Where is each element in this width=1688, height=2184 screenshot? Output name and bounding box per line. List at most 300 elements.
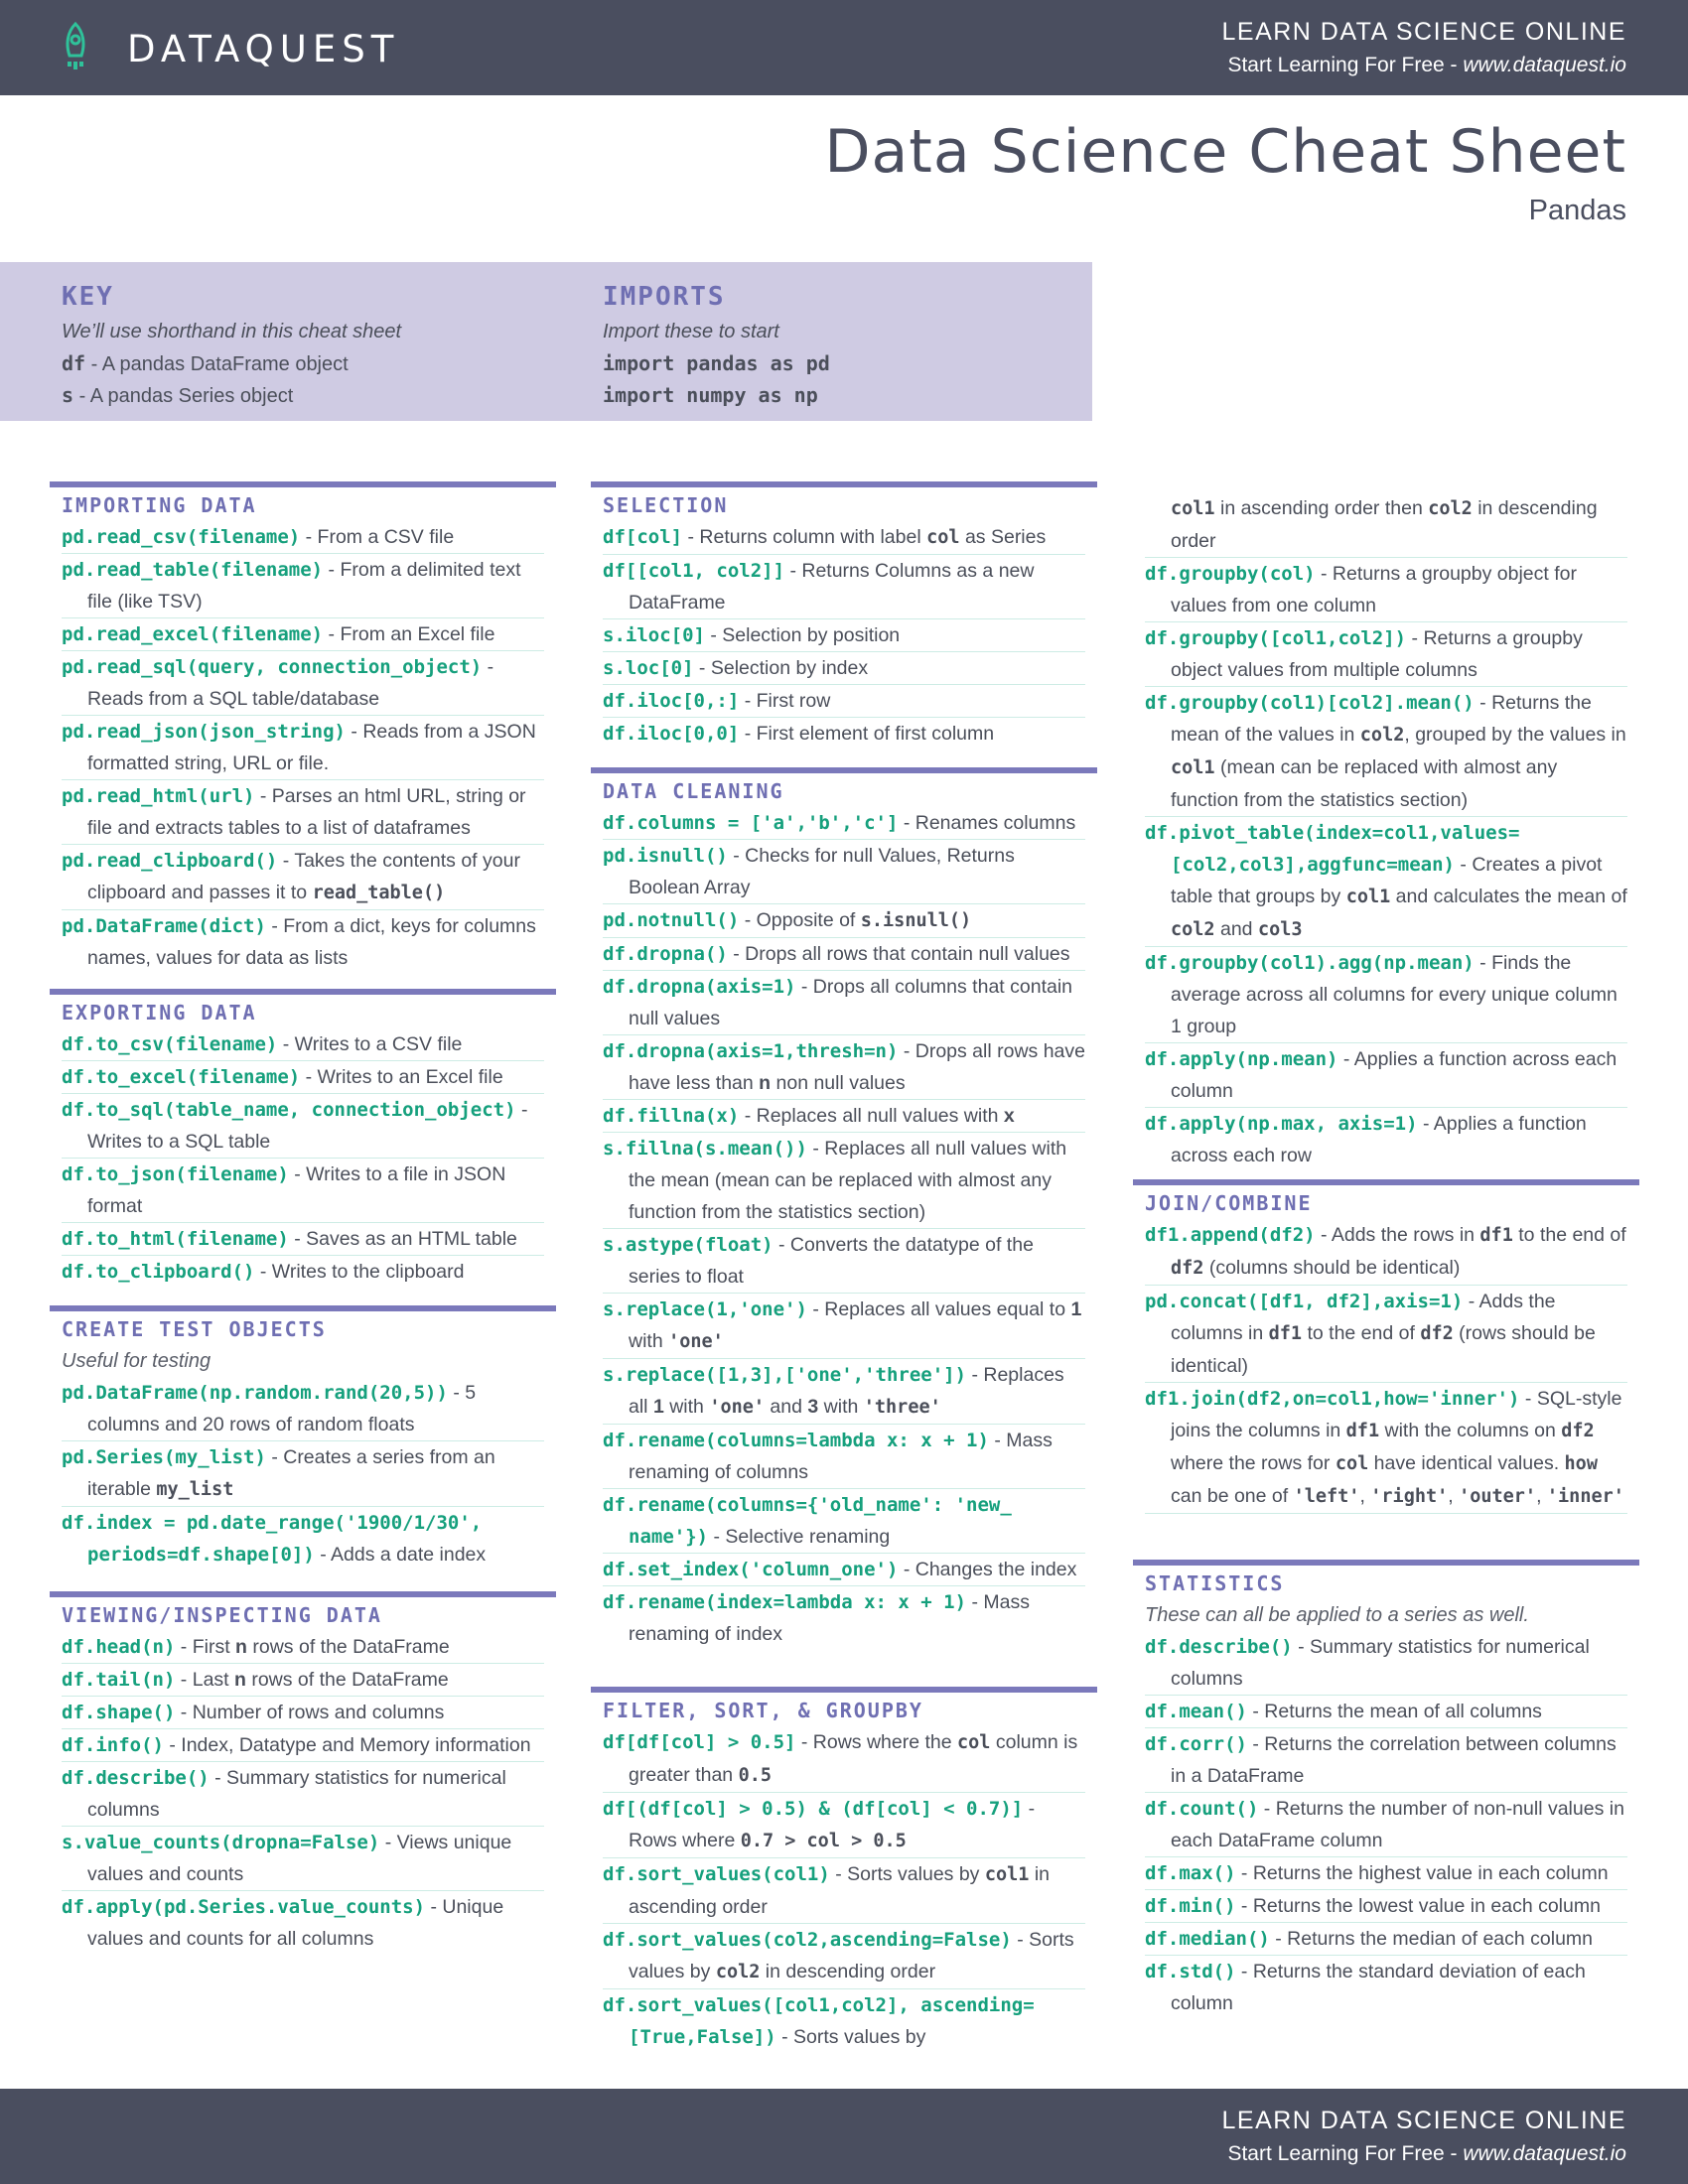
command-code: df.describe() xyxy=(62,1767,210,1789)
description-text: - Unique values and counts for all columns xyxy=(87,1896,504,1950)
bold-text: x xyxy=(1003,1105,1015,1127)
page-title: Data Science Cheat Sheet xyxy=(824,117,1626,187)
cheat-entry xyxy=(603,971,1085,1035)
inline-code: 'one' xyxy=(668,1331,724,1352)
cheat-entry xyxy=(603,555,1085,619)
cheat-entry xyxy=(62,1441,544,1507)
cheat-entry xyxy=(1145,1956,1627,2019)
description-text: - Views unique values and counts xyxy=(87,1832,512,1885)
cheat-entry xyxy=(603,521,1085,555)
description-text: - Returns the mean of the values in xyxy=(1171,692,1592,746)
site-link[interactable]: www.dataquest.io xyxy=(1463,2142,1626,2165)
section-heading: SELECTION xyxy=(603,493,729,517)
page-subtitle: Pandas xyxy=(1528,195,1626,226)
section-heading: FILTER, SORT, & GROUPBY xyxy=(603,1699,923,1722)
inline-code: df1 xyxy=(1345,1421,1380,1441)
description-text: - Summary statistics for numerical columns xyxy=(1171,1636,1590,1690)
groupby-continued xyxy=(1133,492,1639,1171)
cheat-entry xyxy=(62,1223,544,1256)
command-code: df[col] xyxy=(603,526,683,548)
description-text: - Renames columns xyxy=(898,812,1076,834)
command-code: df.to_html(filename) xyxy=(62,1228,289,1250)
command-code: df.sort_values([col1,col2], ascending=[True,False]) xyxy=(603,1994,1035,2048)
lead-text: in descending order xyxy=(1171,497,1598,552)
inline-code: 'left' xyxy=(1293,1486,1360,1507)
description-text: - Replaces all null values with the mean (mean can be replaced with almost any function from the statistics section) xyxy=(629,1138,1067,1223)
description-text: - Writes to a file in JSON format xyxy=(87,1163,506,1217)
description-text: - First row xyxy=(739,690,831,712)
bold-text: 3 xyxy=(807,1396,819,1418)
command-code: df.iloc[0,0] xyxy=(603,723,740,745)
cheat-entry xyxy=(62,1762,544,1827)
description-text: - SQL-style joins the columns in xyxy=(1171,1388,1622,1441)
inline-code: df2 xyxy=(1561,1421,1595,1441)
command-code: df.sort_values(col2,ascending=False) xyxy=(603,1929,1012,1951)
command-code: df[df[col] > 0.5] xyxy=(603,1731,796,1753)
command-code: df.groupby(col) xyxy=(1145,563,1316,585)
description-text: - Returns the median of each column xyxy=(1269,1928,1594,1950)
description-text: , xyxy=(1536,1485,1547,1507)
key-s-code: s xyxy=(62,383,74,407)
imports-heading: IMPORTS xyxy=(603,282,726,312)
cheat-entry xyxy=(62,780,544,845)
cheat-entry xyxy=(603,840,1085,904)
entry-list xyxy=(50,1631,556,1955)
bold-text: n xyxy=(759,1072,772,1094)
command-code: s.fillna(s.mean()) xyxy=(603,1138,807,1160)
cheat-entry xyxy=(62,1729,544,1762)
command-code: df.shape() xyxy=(62,1702,176,1723)
description-text: - Replaces all values equal to xyxy=(806,1298,1071,1320)
section-heading: CREATE TEST OBJECTS xyxy=(62,1317,327,1341)
command-code: s.replace([1,3],['one','three']) xyxy=(603,1364,967,1386)
cheat-entry xyxy=(62,845,544,910)
description-text: (rows should be identical) xyxy=(1171,1322,1596,1377)
cheat-entry xyxy=(62,521,544,554)
inline-code: my_list xyxy=(156,1479,234,1500)
command-code: df.pivot_table(index=col1,values= [col2,col3],aggfunc=mean) xyxy=(1145,822,1520,876)
description-text: - Returns the standard deviation of each column xyxy=(1171,1961,1586,2014)
cheat-entry xyxy=(603,1586,1085,1650)
cheat-entry xyxy=(603,1294,1085,1359)
command-code: df.apply(np.mean) xyxy=(1145,1048,1338,1070)
cheat-entry xyxy=(603,1425,1085,1489)
command-code: df.to_csv(filename) xyxy=(62,1033,278,1055)
key-column xyxy=(62,278,401,411)
section-heading: VIEWING/INSPECTING DATA xyxy=(62,1603,382,1627)
description-text: with xyxy=(818,1396,864,1418)
description-text: , grouped by the values in xyxy=(1404,724,1626,746)
cheat-entry xyxy=(603,1035,1085,1100)
description-text: - Sorts values by xyxy=(629,1929,1074,1982)
description-text: (mean can be replaced with almost any function from the statistics section) xyxy=(1171,756,1558,811)
description-text: can be one of xyxy=(1171,1485,1294,1507)
section-selection xyxy=(591,481,1097,750)
footer-tagline: LEARN DATA SCIENCE ONLINE xyxy=(1221,2107,1626,2134)
entry-list xyxy=(50,1028,556,1288)
inline-code: col xyxy=(926,527,960,548)
inline-code: col2 xyxy=(1428,498,1473,519)
command-code: df.rename(columns=lambda x: x + 1) xyxy=(603,1430,989,1451)
subline-text: Start Learning For Free - xyxy=(1227,2142,1464,2165)
section-note: Useful for testing xyxy=(62,1350,211,1372)
description-text: , xyxy=(1359,1485,1371,1507)
inline-code: how xyxy=(1564,1453,1598,1474)
cheat-entry xyxy=(1145,1108,1627,1171)
cheat-entry xyxy=(1145,1043,1627,1108)
imports-intro: Import these to start xyxy=(603,321,779,342)
key-df-line xyxy=(62,347,401,379)
command-code: pd.Series(my_list) xyxy=(62,1446,266,1468)
command-code: df1.append(df2) xyxy=(1145,1224,1316,1246)
section-filter-sort-groupby xyxy=(591,1687,1097,2053)
command-code: df.dropna() xyxy=(603,943,728,965)
cheat-entry xyxy=(1145,622,1627,687)
description-text: - Replaces all null values with xyxy=(739,1105,1004,1127)
key-df-text: - A pandas DataFrame object xyxy=(85,353,349,375)
inline-code: col1 xyxy=(1171,498,1215,519)
description-text: - First element of first column xyxy=(739,723,995,745)
description-text: - Selection by position xyxy=(704,624,901,646)
cheat-entry xyxy=(62,1631,544,1664)
description-text: - First xyxy=(175,1636,236,1658)
cheat-entry xyxy=(603,1359,1085,1425)
cheat-entry xyxy=(1145,1728,1627,1793)
cheat-entry xyxy=(62,1377,544,1441)
command-code: df.index = pd.date_range('1900/1/30', periods=df.shape[0]) xyxy=(62,1512,483,1566)
command-code: pd.read_html(url) xyxy=(62,785,255,807)
command-code: s.loc[0] xyxy=(603,657,694,679)
cheat-entry xyxy=(603,1229,1085,1294)
description-text: - Returns the correlation between columns in a DataFrame xyxy=(1171,1733,1617,1787)
description-text: as Series xyxy=(959,526,1047,548)
cheat-entry xyxy=(1145,1696,1627,1728)
bold-text: 1 xyxy=(652,1396,664,1418)
description-text: with xyxy=(663,1396,710,1418)
description-text: - Summary statistics for numerical columns xyxy=(87,1767,506,1821)
section-heading: EXPORTING DATA xyxy=(62,1001,257,1024)
cheat-entry xyxy=(603,1133,1085,1229)
cheat-entry xyxy=(1145,1383,1627,1514)
inline-code: 'three' xyxy=(863,1397,941,1418)
cheat-entry xyxy=(1145,1631,1627,1696)
description-text: - Sorts values by xyxy=(829,1863,985,1885)
description-text: with xyxy=(629,1330,669,1352)
key-s-text: - A pandas Series object xyxy=(73,385,294,407)
section-note: These can all be applied to a series as well. xyxy=(1145,1604,1529,1626)
command-code: df.to_clipboard() xyxy=(62,1261,255,1283)
inline-code: df1 xyxy=(1268,1323,1303,1344)
description-text: , xyxy=(1448,1485,1460,1507)
command-code: df.to_excel(filename) xyxy=(62,1066,301,1088)
cheat-entry xyxy=(62,1061,544,1094)
description-text: - Replaces all xyxy=(629,1364,1064,1418)
header-tagline: LEARN DATA SCIENCE ONLINE xyxy=(1221,18,1626,46)
command-code: df.median() xyxy=(1145,1928,1270,1950)
command-code: df.describe() xyxy=(1145,1636,1293,1658)
description-text: - From a dict, keys for columns names, values for data as lists xyxy=(87,915,536,969)
entry-list xyxy=(591,807,1097,1650)
description-text: - Number of rows and columns xyxy=(175,1702,445,1723)
cheat-entry xyxy=(1145,1890,1627,1923)
section-viewing-data xyxy=(50,1591,556,1955)
cheat-entry xyxy=(1145,947,1627,1043)
command-code: df[(df[col] > 0.5) & (df[col] < 0.7)] xyxy=(603,1798,1024,1820)
key-s-line xyxy=(62,379,401,411)
inline-code: col2 xyxy=(715,1962,761,1982)
description-text: - Selective renaming xyxy=(708,1526,891,1548)
command-code: s.astype(float) xyxy=(603,1234,774,1256)
cheat-entry xyxy=(603,685,1085,718)
key-heading: KEY xyxy=(62,282,114,312)
command-code: pd.read_table(filename) xyxy=(62,559,324,581)
bold-text: n xyxy=(235,1636,247,1658)
description-text: - Last xyxy=(175,1669,234,1691)
description-text: - Adds the rows in xyxy=(1315,1224,1480,1246)
description-text: - Returns column with label xyxy=(682,526,927,548)
command-code: pd.read_json(json_string) xyxy=(62,721,346,743)
cheat-entry xyxy=(1145,558,1627,622)
description-text: in ascending order xyxy=(629,1863,1051,1918)
entry-list xyxy=(591,521,1097,750)
import-pandas-line: import pandas as pd xyxy=(603,351,830,375)
description-text: - Checks for null Values, Returns Boolean Array xyxy=(629,845,1015,898)
cheat-entry xyxy=(603,1858,1085,1924)
cheat-entry xyxy=(62,1159,544,1223)
description-text: - From a CSV file xyxy=(300,526,455,548)
imports-column xyxy=(603,278,830,411)
bold-text: n xyxy=(234,1669,246,1691)
command-code: df.std() xyxy=(1145,1961,1236,1982)
command-code: pd.DataFrame(dict) xyxy=(62,915,266,937)
description-text: - Reads from a SQL table/database xyxy=(87,656,494,710)
description-text: - Rows where xyxy=(629,1798,1036,1851)
cheat-entry xyxy=(1145,687,1627,817)
inline-code: df2 xyxy=(1171,1258,1204,1279)
description-text: - Finds the average across all columns for every unique column 1 group xyxy=(1171,952,1618,1037)
inline-code: 0.7 > col > 0.5 xyxy=(740,1831,907,1851)
command-code: pd.isnull() xyxy=(603,845,728,867)
description-text: to the end of xyxy=(1512,1224,1626,1246)
inline-code: 0.5 xyxy=(738,1765,772,1786)
cheat-entry xyxy=(1145,1923,1627,1956)
inline-code: col3 xyxy=(1257,919,1303,940)
cheat-entry xyxy=(62,618,544,651)
command-code: df.to_json(filename) xyxy=(62,1163,289,1185)
description-text: rows of the DataFrame xyxy=(246,1636,450,1658)
description-text: in descending order xyxy=(760,1961,936,1982)
subline-text: Start Learning For Free - xyxy=(1227,54,1464,76)
entry-list xyxy=(1133,558,1639,1171)
inline-code: col xyxy=(957,1732,991,1753)
command-code: pd.notnull() xyxy=(603,909,740,931)
description-text: - Takes the contents of your clipboard and passes it to xyxy=(87,850,520,903)
footer-bar xyxy=(0,2089,1688,2184)
cheat-entry xyxy=(603,718,1085,750)
command-code: df.groupby(col1).agg(np.mean) xyxy=(1145,952,1475,974)
inline-code: col1 xyxy=(1345,887,1391,907)
brand-name: DATAQUEST xyxy=(127,28,400,70)
rocket-icon xyxy=(58,22,93,75)
cheat-entry xyxy=(1145,1219,1627,1286)
command-code: df.info() xyxy=(62,1734,164,1756)
command-code: pd.read_clipboard() xyxy=(62,850,278,872)
command-code: df.max() xyxy=(1145,1862,1236,1884)
section-data-cleaning xyxy=(591,767,1097,1650)
command-code: df[[col1, col2]] xyxy=(603,560,785,582)
section-create-test-objects xyxy=(50,1305,556,1570)
description-text: - Returns a groupby object values from multiple columns xyxy=(1171,627,1583,681)
cheat-entry xyxy=(603,1793,1085,1858)
command-code: pd.read_excel(filename) xyxy=(62,623,324,645)
section-heading: JOIN/COMBINE xyxy=(1145,1191,1313,1215)
description-text: - Applies a function across each row xyxy=(1171,1113,1587,1166)
section-heading: IMPORTING DATA xyxy=(62,493,257,517)
inline-code: col1 xyxy=(1171,757,1215,778)
cheat-entry xyxy=(603,652,1085,685)
key-imports-box xyxy=(0,262,1092,421)
description-text: - Creates a series from an iterable xyxy=(87,1446,495,1500)
cheat-entry xyxy=(1145,1857,1627,1890)
cheat-entry xyxy=(603,938,1085,971)
footer-subline xyxy=(1227,2142,1626,2166)
description-text: - Returns the lowest value in each column xyxy=(1235,1895,1601,1917)
description-text: - From an Excel file xyxy=(323,623,495,645)
cheat-entry xyxy=(1145,1286,1627,1383)
header-subline xyxy=(1227,54,1626,77)
description-text: and calculates the mean of xyxy=(1390,886,1627,907)
bold-text: 1 xyxy=(1070,1298,1082,1320)
command-code: df.set_index('column_one') xyxy=(603,1559,899,1580)
description-text: and xyxy=(765,1396,808,1418)
section-exporting-data xyxy=(50,989,556,1288)
command-code: df.dropna(axis=1,thresh=n) xyxy=(603,1040,899,1062)
description-text: - Mass renaming of columns xyxy=(629,1430,1053,1483)
section-heading: DATA CLEANING xyxy=(603,779,784,803)
description-text: - Changes the index xyxy=(898,1559,1077,1580)
description-text: and xyxy=(1214,918,1258,940)
description-text: - Returns a groupby object for values from one column xyxy=(1171,563,1577,616)
description-text: - Sorts values by xyxy=(775,2026,926,2048)
description-text: - Returns the number of non-null values in each DataFrame column xyxy=(1171,1798,1624,1851)
entry-list xyxy=(1133,1219,1639,1514)
description-text: - Converts the datatype of the series to float xyxy=(629,1234,1034,1288)
cheat-entry xyxy=(62,1507,544,1570)
command-code: pd.concat([df1, df2],axis=1) xyxy=(1145,1291,1464,1312)
command-code: pd.DataFrame(np.random.rand(20,5)) xyxy=(62,1382,448,1404)
description-text: - Drops all columns that contain null values xyxy=(629,976,1073,1029)
inline-code: col2 xyxy=(1171,919,1215,940)
description-text: with the columns on xyxy=(1379,1420,1562,1441)
cheat-entry xyxy=(603,1924,1085,1989)
cheat-entry xyxy=(62,1664,544,1697)
command-code: df.groupby(col1)[col2].mean() xyxy=(1145,692,1475,714)
section-importing-data xyxy=(50,481,556,974)
description-text: - Mass renaming of index xyxy=(629,1591,1030,1645)
command-code: df.groupby([col1,col2]) xyxy=(1145,627,1407,649)
command-code: df.rename(columns={'old_name': 'new_ name'}) xyxy=(603,1494,1012,1548)
command-code: df.dropna(axis=1) xyxy=(603,976,796,998)
description-text: - Writes to a SQL table xyxy=(87,1099,528,1153)
cheat-entry xyxy=(62,1891,544,1955)
import-numpy-line: import numpy as np xyxy=(603,383,818,407)
inline-code: 'outer' xyxy=(1459,1486,1537,1507)
entry-list xyxy=(50,521,556,974)
section-statistics xyxy=(1133,1560,1639,2019)
description-text: column is greater than xyxy=(629,1731,1078,1786)
section-heading: STATISTICS xyxy=(1145,1571,1285,1595)
cheat-entry xyxy=(62,1697,544,1729)
command-code: df.columns = ['a','b','c'] xyxy=(603,812,899,834)
key-intro: We’ll use shorthand in this cheat sheet xyxy=(62,321,402,342)
description-text: have identical values. xyxy=(1368,1452,1565,1474)
description-text: - Drops all rows that contain null values xyxy=(727,943,1070,965)
description-text: - Index, Datatype and Memory information xyxy=(163,1734,531,1756)
header-bar xyxy=(0,0,1688,95)
description-text: - Adds the columns in xyxy=(1171,1291,1556,1344)
site-link[interactable]: www.dataquest.io xyxy=(1463,54,1626,76)
description-text: - Opposite of xyxy=(739,909,861,931)
command-code: df.apply(np.max, axis=1) xyxy=(1145,1113,1418,1135)
inline-code: read_table() xyxy=(312,883,446,903)
entry-list xyxy=(50,1377,556,1570)
description-text: - Writes to the clipboard xyxy=(254,1261,465,1283)
command-code: df.sort_values(col1) xyxy=(603,1863,830,1885)
cheat-entry xyxy=(603,1554,1085,1586)
command-code: s.value_counts(dropna=False) xyxy=(62,1832,380,1853)
inline-code: col xyxy=(1335,1453,1369,1474)
groupby-continued-lead xyxy=(1145,492,1627,558)
cheat-entry xyxy=(603,1989,1085,2053)
section-join-combine xyxy=(1133,1179,1639,1514)
description-text: - Parses an html URL, string or file and extracts tables to a list of dataframes xyxy=(87,785,526,839)
description-text: rows of the DataFrame xyxy=(245,1669,449,1691)
description-text: - Applies a function across each column xyxy=(1171,1048,1618,1102)
inline-code: 'right' xyxy=(1370,1486,1449,1507)
entry-list xyxy=(591,1726,1097,2053)
cheat-entry xyxy=(62,1028,544,1061)
description-text: - Reads from a JSON formatted string, URL or file. xyxy=(87,721,536,774)
description-text: - From a delimited text file (like TSV) xyxy=(87,559,521,613)
description-text: - Creates a pivot table that groups by xyxy=(1171,854,1603,907)
cheat-entry xyxy=(603,904,1085,938)
command-code: pd.read_csv(filename) xyxy=(62,526,301,548)
command-code: df.iloc[0,:] xyxy=(603,690,740,712)
inline-code: col1 xyxy=(984,1864,1030,1885)
description-text: - Selection by index xyxy=(693,657,869,679)
command-code: df.corr() xyxy=(1145,1733,1247,1755)
command-code: df.to_sql(table_name, connection_object) xyxy=(62,1099,516,1121)
cheat-entry xyxy=(1145,817,1627,947)
command-code: df.rename(index=lambda x: x + 1) xyxy=(603,1591,967,1613)
cheat-entry xyxy=(62,1256,544,1288)
description-text: where the rows for xyxy=(1171,1452,1336,1474)
command-code: pd.read_sql(query, connection_object) xyxy=(62,656,483,678)
cheat-entry xyxy=(603,619,1085,652)
cheat-entry xyxy=(62,651,544,716)
inline-code: df1 xyxy=(1479,1225,1513,1246)
command-code: df1.join(df2,on=col1,how='inner') xyxy=(1145,1388,1520,1410)
command-code: s.iloc[0] xyxy=(603,624,705,646)
command-code: df.fillna(x) xyxy=(603,1105,740,1127)
description-text: - Writes to an Excel file xyxy=(300,1066,503,1088)
inline-code: s.isnull() xyxy=(860,910,972,931)
inline-code: df2 xyxy=(1420,1323,1454,1344)
description-text: non null values xyxy=(771,1072,906,1094)
cheat-entry xyxy=(62,554,544,618)
cheat-entry xyxy=(62,1827,544,1891)
lead-text: in ascending order then xyxy=(1214,497,1429,519)
